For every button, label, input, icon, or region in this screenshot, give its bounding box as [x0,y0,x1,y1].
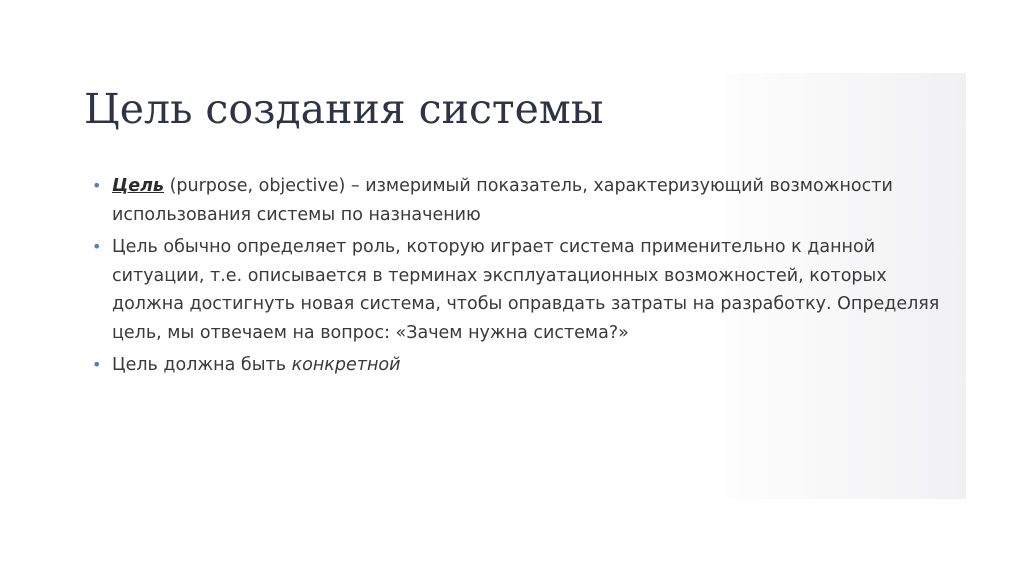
bullet-term: Цель [112,176,164,196]
bullet-emphasis: конкретной [291,355,401,375]
bullet-item-purpose-concrete [92,351,942,380]
bullet-text: Цель должна быть [112,355,292,375]
bullet-text: Цель обычно определяет роль, которую играет система применительно к данной ситуации, т.е. описывается в терминах эксплуатационных возможностей, которых должна достигнуть новая система, чтобы оправдать затраты на разработку. Определяя цель, мы отвечаем на вопрос: «Зачем нужна система?» [112,237,940,343]
bullet-item-purpose-role [92,233,942,347]
bullet-list [92,172,942,384]
bullet-dot-icon: • [92,237,102,256]
bullet-dot-icon: • [92,355,102,374]
bullet-item-purpose-definition [92,172,942,229]
bullet-text: (purpose, objective) – измеримый показатель, характеризующий возможности использования системы по назначению [112,176,893,225]
slide-title: Цель создания системы [84,85,604,133]
bullet-dot-icon: • [92,176,102,195]
slide [58,73,966,499]
